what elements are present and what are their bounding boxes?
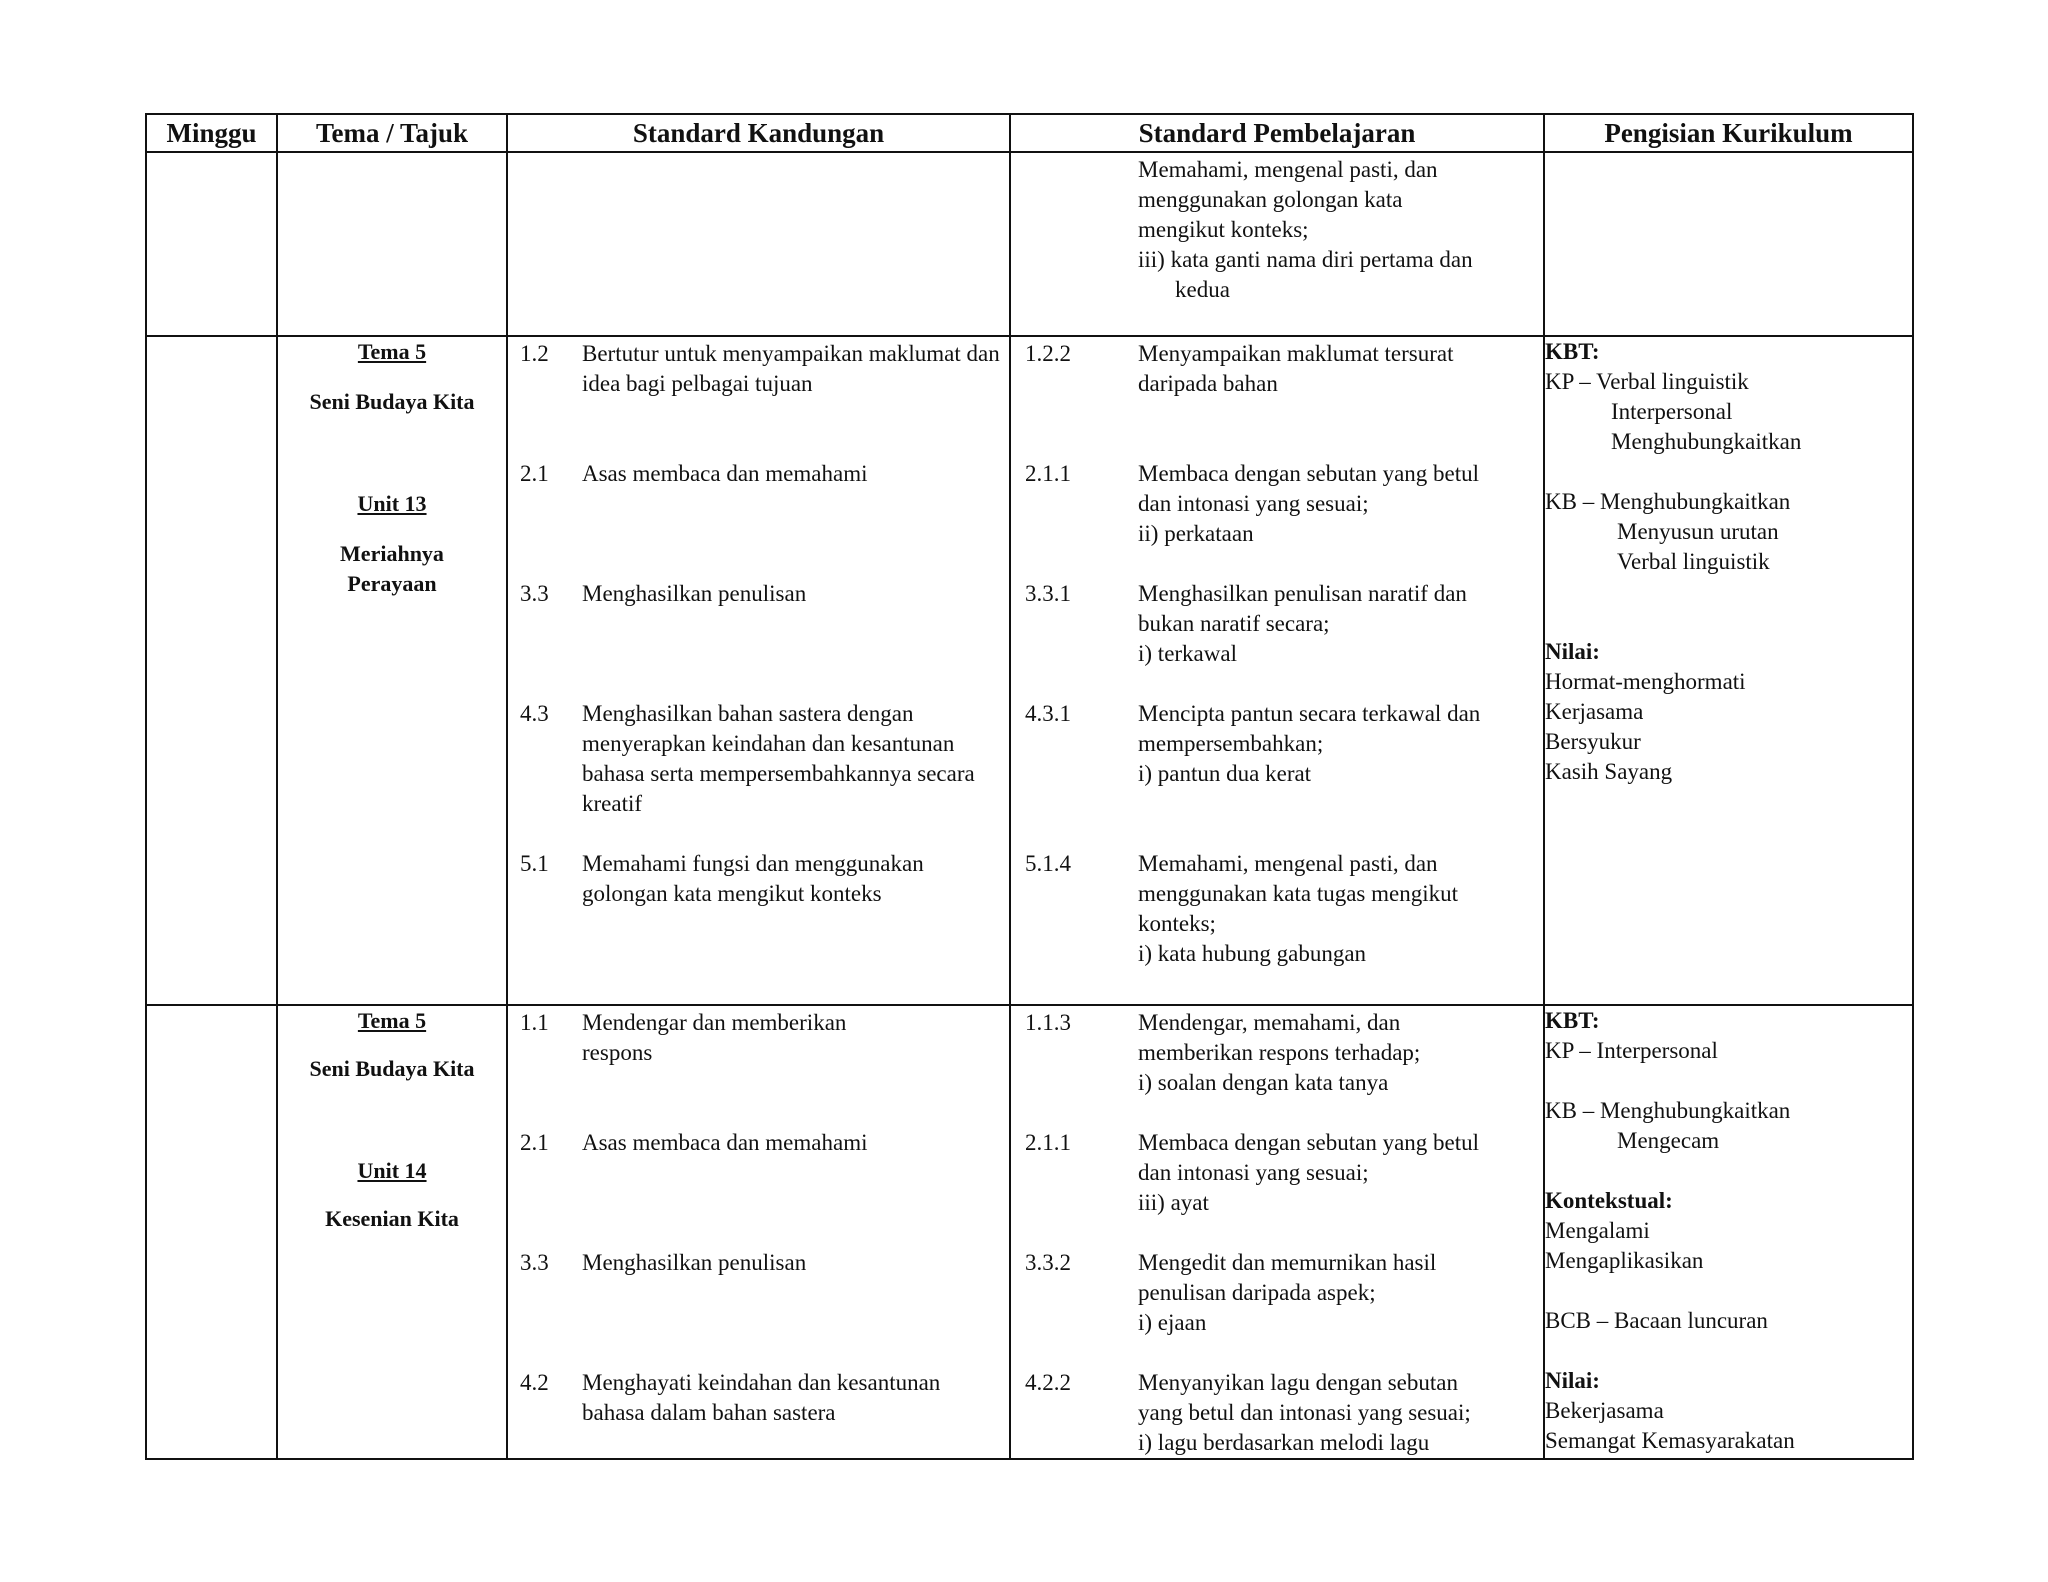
kb-item: Verbal linguistik <box>1617 549 1770 574</box>
sk-number: 1.1 <box>520 1010 549 1035</box>
sp-line: dan intonasi yang sesuai; <box>1138 1160 1369 1185</box>
sp-line: dan intonasi yang sesuai; <box>1138 491 1369 516</box>
nilai-item: Semangat Kemasyarakatan <box>1545 1428 1795 1453</box>
minggu-cell <box>146 336 277 1005</box>
sk-number: 1.2 <box>520 341 549 366</box>
nilai-item: Kasih Sayang <box>1545 759 1673 784</box>
sp-line: i) ejaan <box>1138 1310 1207 1335</box>
sp-line: Membaca dengan sebutan yang betul <box>1138 461 1480 486</box>
unit-title: Kesenian Kita <box>325 1206 459 1231</box>
sk-number: 2.1 <box>520 461 549 486</box>
tema-cell <box>277 1005 507 1459</box>
sp-entry <box>1011 1248 1543 1368</box>
sp-line: Memahami, mengenal pasti, dan <box>1138 157 1438 182</box>
sk-cell <box>507 1005 1010 1459</box>
sp-line: Memahami, mengenal pasti, dan <box>1138 851 1438 876</box>
sp-cell <box>1010 336 1544 1005</box>
sp-line: Menyanyikan lagu dengan sebutan <box>1138 1370 1458 1395</box>
sp-number: 3.3.2 <box>1025 1250 1071 1275</box>
sp-number: 3.3.1 <box>1025 581 1071 606</box>
tema-title: Seni Budaya Kita <box>309 1056 475 1081</box>
tema-label: Tema 5 <box>357 339 427 364</box>
kb-line: KB – Menghubungkaitkan <box>1545 1098 1791 1123</box>
pk-cell <box>1544 152 1913 336</box>
sk-cell <box>507 336 1010 1005</box>
sp-number: 1.2.2 <box>1025 341 1071 366</box>
header-standard-pembelajaran: Standard Pembelajaran <box>1010 114 1544 152</box>
minggu-cell <box>146 1005 277 1459</box>
sp-entry <box>1011 1008 1543 1128</box>
sp-entry <box>1011 459 1543 579</box>
lesson-plan-table <box>145 113 1914 1460</box>
pk-cell <box>1544 1005 1913 1459</box>
kontekstual-item: Mengalami <box>1545 1218 1650 1243</box>
header-minggu: Minggu <box>146 114 277 152</box>
sp-line: menggunakan kata tugas mengikut <box>1138 881 1459 906</box>
sp-line: Mengedit dan memurnikan hasil <box>1138 1250 1437 1275</box>
nilai-item: Bekerjasama <box>1545 1398 1664 1423</box>
sp-line: Menyampaikan maklumat tersurat <box>1138 341 1454 366</box>
sp-line: iii) kata ganti nama diri pertama dan <box>1138 247 1473 272</box>
sp-line: kedua <box>1175 277 1230 302</box>
sk-text: Menghayati keindahan dan kesantunan bahasa dalam bahan sastera <box>582 1370 941 1425</box>
unit-label: Unit 13 <box>357 491 427 516</box>
sp-number: 2.1.1 <box>1025 1130 1071 1155</box>
sp-entry <box>1011 1368 1543 1458</box>
sp-line: mempersembahkan; <box>1138 731 1324 756</box>
sp-entry <box>1011 849 1543 969</box>
nilai-item: Bersyukur <box>1545 729 1641 754</box>
nilai-item: Kerjasama <box>1545 699 1644 724</box>
kbt-label: KBT: <box>1545 339 1600 364</box>
kp-item: Menghubungkaitkan <box>1611 429 1802 454</box>
sp-line: iii) ayat <box>1138 1190 1209 1215</box>
sk-entry <box>508 699 1009 849</box>
nilai-item: Hormat-menghormati <box>1545 669 1746 694</box>
sp-line: i) terkawal <box>1138 641 1237 666</box>
sp-entry <box>1011 579 1543 699</box>
sk-number: 2.1 <box>520 1130 549 1155</box>
sp-line: menggunakan golongan kata <box>1138 187 1403 212</box>
unit-label: Unit 14 <box>357 1158 427 1183</box>
pk-cell <box>1544 336 1913 1005</box>
sk-entry <box>508 1248 1009 1368</box>
header-pengisian-kurikulum: Pengisian Kurikulum <box>1544 114 1913 152</box>
minggu-cell <box>146 152 277 336</box>
header-standard-kandungan: Standard Kandungan <box>507 114 1010 152</box>
sp-line: Membaca dengan sebutan yang betul <box>1138 1130 1480 1155</box>
sp-line: ii) perkataan <box>1138 521 1254 546</box>
kb-item: Mengecam <box>1617 1128 1720 1153</box>
nilai-label: Nilai: <box>1545 639 1600 664</box>
sp-entry <box>1011 339 1543 459</box>
sp-line: konteks; <box>1138 911 1216 936</box>
bcb-line: BCB – Bacaan luncuran <box>1545 1308 1768 1333</box>
kp-item: Interpersonal <box>1611 399 1733 424</box>
sp-line: i) soalan dengan kata tanya <box>1138 1070 1389 1095</box>
sp-line: yang betul dan intonasi yang sesuai; <box>1138 1400 1471 1425</box>
sp-line: i) lagu berdasarkan melodi lagu <box>1138 1430 1430 1455</box>
sk-text: Mendengar dan memberikan respons <box>582 1010 847 1065</box>
sp-number: 4.2.2 <box>1025 1370 1071 1395</box>
kbt-label: KBT: <box>1545 1008 1600 1033</box>
sk-number: 3.3 <box>520 581 549 606</box>
sp-cell <box>1010 1005 1544 1459</box>
sk-text: Menghasilkan penulisan <box>582 581 807 606</box>
sk-number: 4.3 <box>520 701 549 726</box>
sk-text: Bertutur untuk menyampaikan maklumat dan idea bagi pelbagai tujuan <box>582 341 1000 396</box>
sk-entry <box>508 1008 1009 1128</box>
sp-line: Mencipta pantun secara terkawal dan <box>1138 701 1481 726</box>
sk-text: Memahami fungsi dan menggunakan golongan kata mengikut konteks <box>582 851 924 906</box>
sk-entry <box>508 459 1009 579</box>
sp-number: 5.1.4 <box>1025 851 1071 876</box>
sp-cell <box>1010 152 1544 336</box>
unit-title-line: Perayaan <box>347 571 437 596</box>
sp-number: 4.3.1 <box>1025 701 1071 726</box>
sp-entry <box>1011 1128 1543 1248</box>
sk-entry <box>508 579 1009 699</box>
tema-cell <box>277 152 507 336</box>
sk-entry <box>508 1368 1009 1428</box>
sp-line: bukan naratif secara; <box>1138 611 1330 636</box>
sp-line: i) kata hubung gabungan <box>1138 941 1367 966</box>
sk-number: 3.3 <box>520 1250 549 1275</box>
unit-title-line: Meriahnya <box>340 541 444 566</box>
nilai-label: Nilai: <box>1545 1368 1600 1393</box>
kp-line: KP – Verbal linguistik <box>1545 369 1749 394</box>
table-row <box>146 1005 1913 1459</box>
header-tema-tajuk: Tema / Tajuk <box>277 114 507 152</box>
sk-text: Asas membaca dan memahami <box>582 461 868 486</box>
kontekstual-label: Kontekstual: <box>1545 1188 1673 1213</box>
sp-line: Menghasilkan penulisan naratif dan <box>1138 581 1467 606</box>
sk-text: Menghasilkan bahan sastera dengan menyerapkan keindahan dan kesantunan bahasa serta mempersembahkannya secara kreatif <box>582 701 975 816</box>
sp-number: 1.1.3 <box>1025 1010 1071 1035</box>
sp-line: i) pantun dua kerat <box>1138 761 1312 786</box>
sk-text: Asas membaca dan memahami <box>582 1130 868 1155</box>
sk-number: 4.2 <box>520 1370 549 1395</box>
kontekstual-item: Mengaplikasikan <box>1545 1248 1704 1273</box>
sk-text: Menghasilkan penulisan <box>582 1250 807 1275</box>
table-row <box>146 336 1913 1005</box>
sp-line: Mendengar, memahami, dan <box>1138 1010 1401 1035</box>
sk-entry <box>508 849 1009 909</box>
header-row <box>146 114 1913 152</box>
sp-entry <box>1011 699 1543 849</box>
sk-cell <box>507 152 1010 336</box>
kb-line: KB – Menghubungkaitkan <box>1545 489 1791 514</box>
tema-cell <box>277 336 507 1005</box>
kb-item: Menyusun urutan <box>1617 519 1779 544</box>
table-row <box>146 152 1913 336</box>
sk-entry <box>508 1128 1009 1248</box>
sp-line: mengikut konteks; <box>1138 217 1309 242</box>
sp-line: daripada bahan <box>1138 371 1278 396</box>
kp-line: KP – Interpersonal <box>1545 1038 1718 1063</box>
tema-title: Seni Budaya Kita <box>309 389 475 414</box>
sp-line: penulisan daripada aspek; <box>1138 1280 1376 1305</box>
tema-label: Tema 5 <box>357 1008 427 1033</box>
sp-line: memberikan respons terhadap; <box>1138 1040 1421 1065</box>
sk-number: 5.1 <box>520 851 549 876</box>
sp-number: 2.1.1 <box>1025 461 1071 486</box>
sk-entry <box>508 339 1009 459</box>
